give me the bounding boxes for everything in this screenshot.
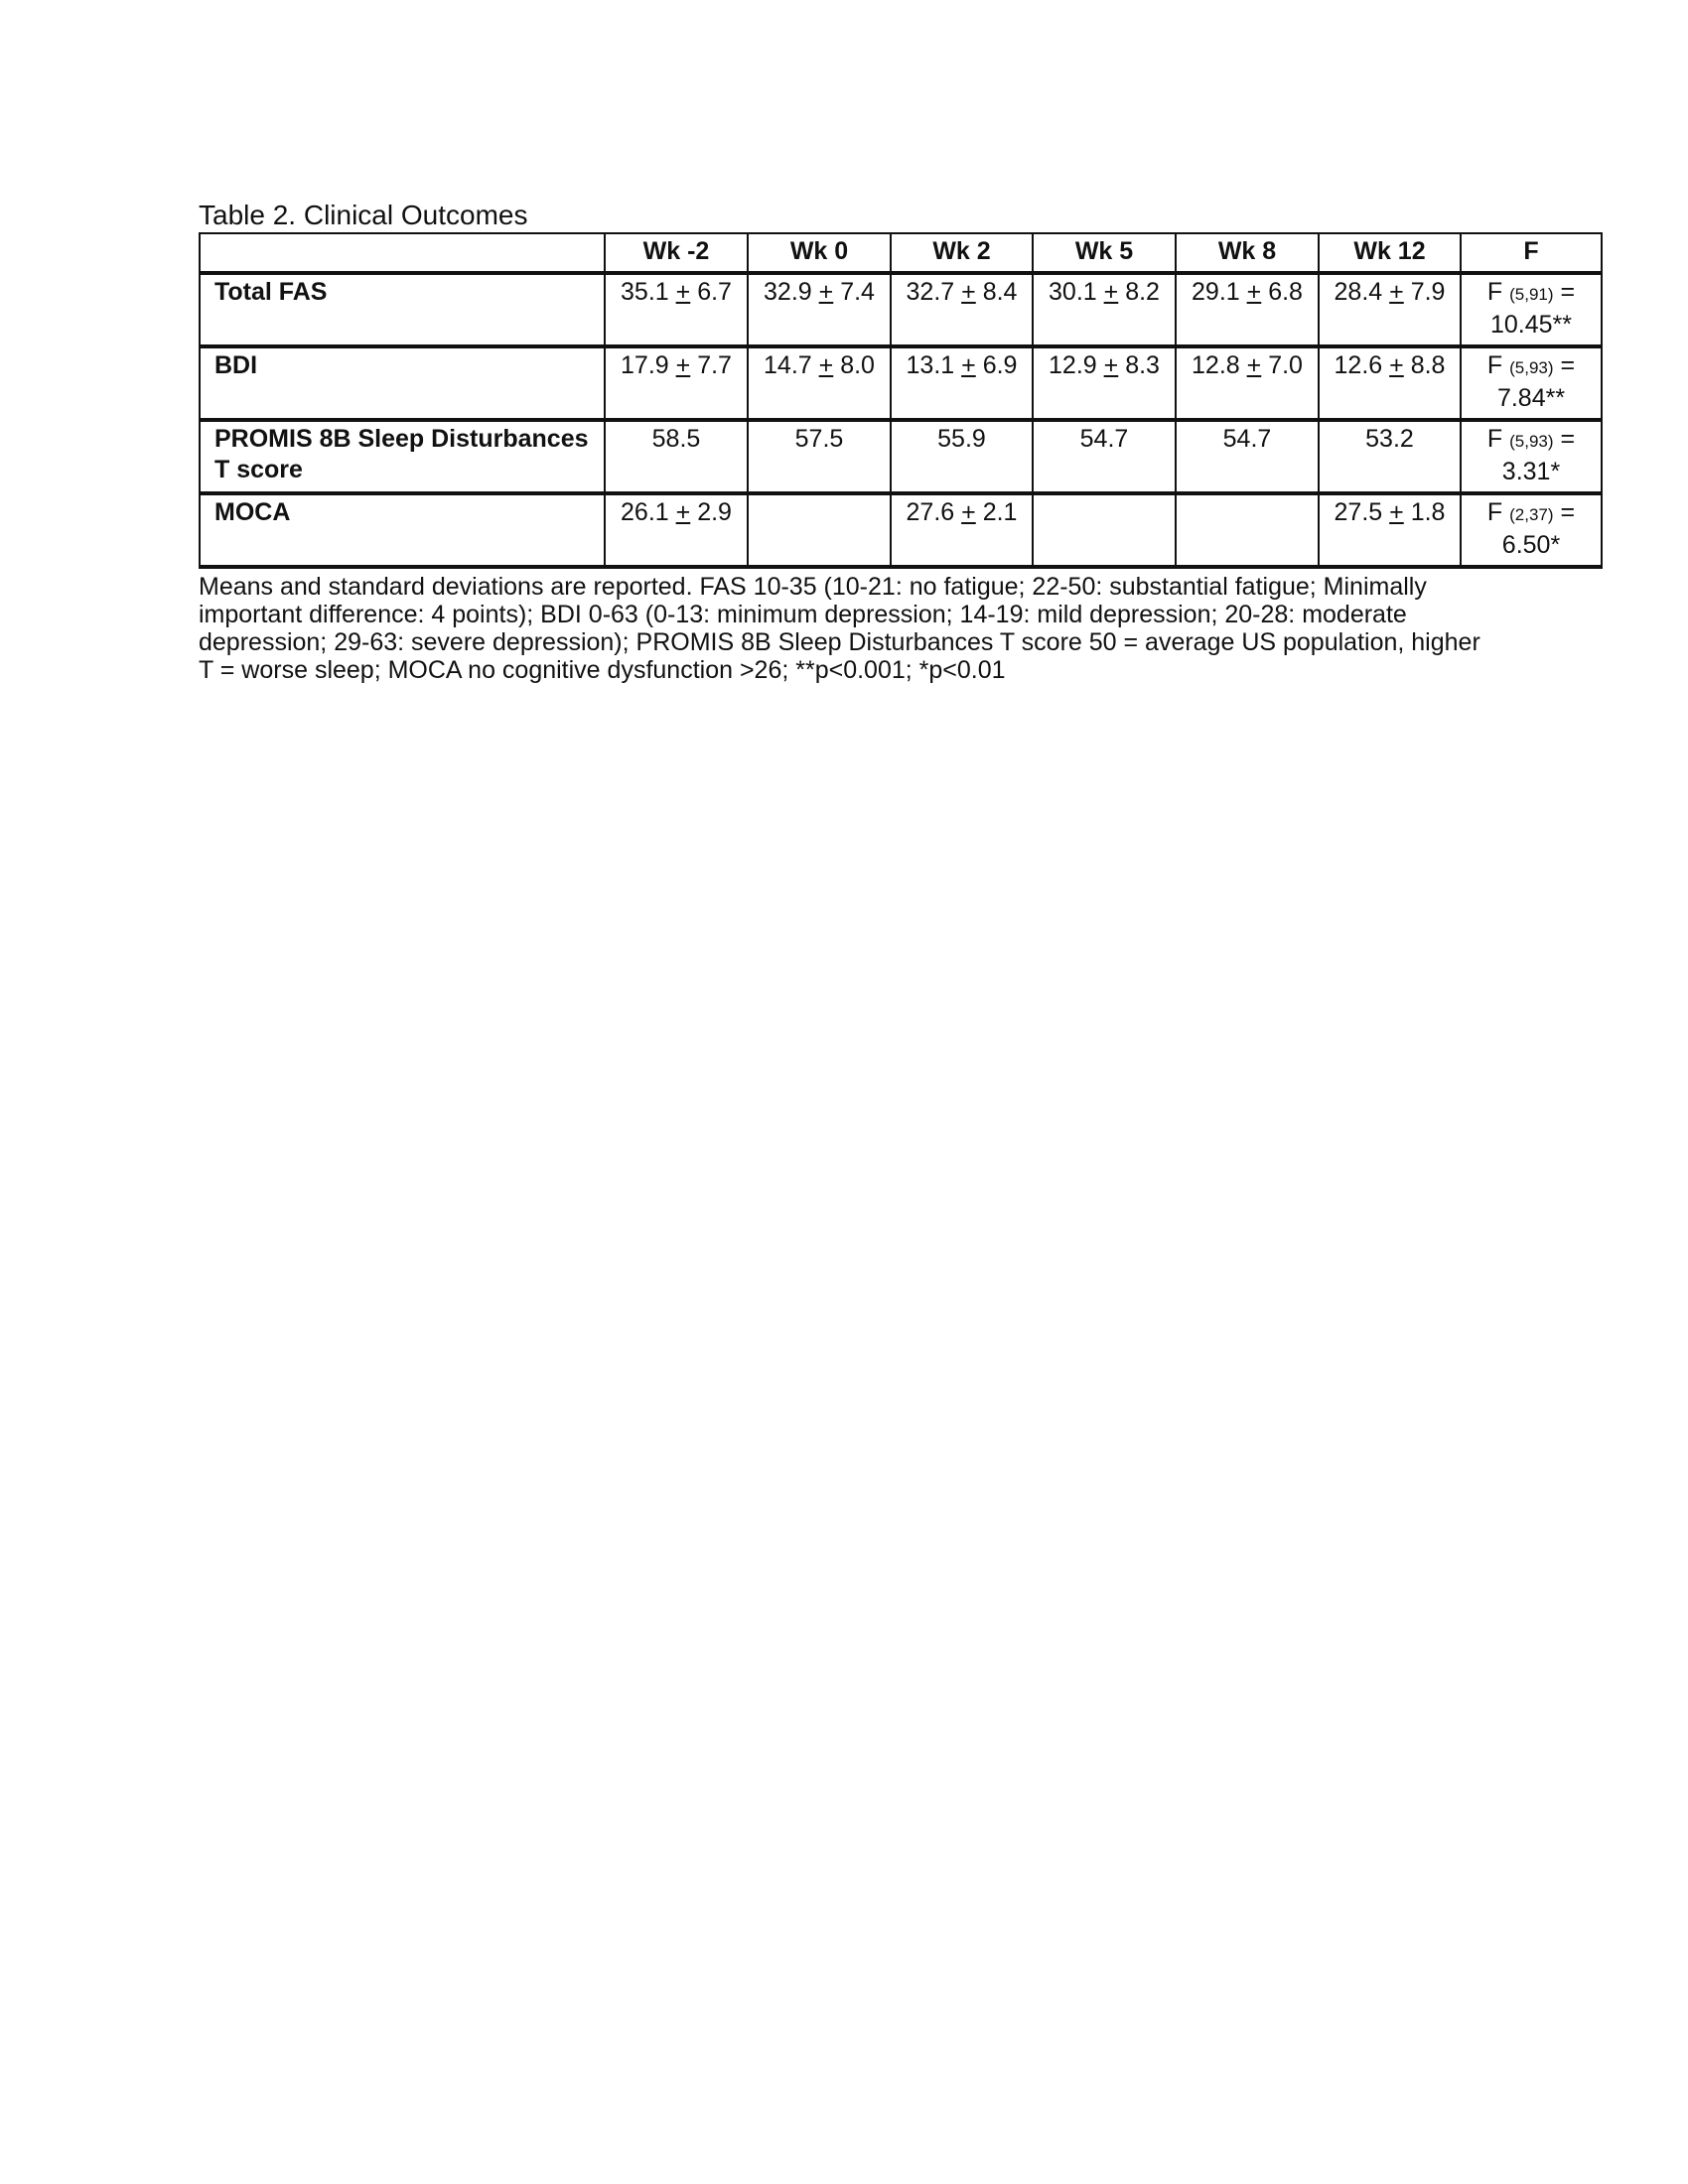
table-cell <box>605 273 748 346</box>
column-header: F <box>1461 233 1602 273</box>
cell-mean: 13.1 <box>906 351 955 379</box>
table-cell <box>891 493 1033 567</box>
f-degrees-of-freedom: (5,93) <box>1509 358 1554 377</box>
cell-mean: 12.8 <box>1192 351 1240 379</box>
plus-minus-sign: + <box>818 278 834 306</box>
table-cell <box>1033 346 1176 420</box>
f-value: 7.84** <box>1496 384 1566 412</box>
cell-mean: 32.9 <box>764 278 812 306</box>
table-cell <box>1033 273 1176 346</box>
clinical-outcomes-table <box>199 232 1603 569</box>
cell-mean: 12.9 <box>1049 351 1097 379</box>
plus-minus-sign: + <box>818 351 834 379</box>
f-statistic-cell <box>1461 346 1602 420</box>
f-equals: = <box>1560 351 1576 379</box>
f-value: 6.50* <box>1501 531 1561 559</box>
table-cell <box>891 346 1033 420</box>
table-cell <box>1319 273 1461 346</box>
f-equals: = <box>1560 498 1576 526</box>
column-header: Wk 5 <box>1033 233 1176 273</box>
f-prefix: F <box>1486 351 1503 379</box>
column-header: Wk 8 <box>1176 233 1319 273</box>
cell-mean: 57.5 <box>794 425 844 453</box>
table-cell <box>1176 273 1319 346</box>
table-cell <box>605 346 748 420</box>
document-page <box>199 199 1601 684</box>
cell-sd: 7.0 <box>1268 351 1303 379</box>
plus-minus-sign: + <box>961 498 976 526</box>
table-cell <box>1319 346 1461 420</box>
f-prefix: F <box>1486 278 1503 306</box>
table-body <box>200 273 1602 567</box>
table-cell <box>1176 493 1319 567</box>
table-cell <box>1176 346 1319 420</box>
cell-mean: 32.7 <box>906 278 955 306</box>
f-degrees-of-freedom: (5,93) <box>1509 432 1554 451</box>
f-value: 10.45** <box>1489 311 1573 339</box>
table-header-row <box>200 233 1602 273</box>
table-caption: Table 2. Clinical Outcomes <box>199 200 528 230</box>
cell-sd: 6.8 <box>1268 278 1303 306</box>
plus-minus-sign: + <box>1103 351 1119 379</box>
table-cell <box>748 346 891 420</box>
f-degrees-of-freedom: (2,37) <box>1509 505 1554 524</box>
cell-mean: 55.9 <box>937 425 986 453</box>
cell-sd: 8.3 <box>1125 351 1160 379</box>
table-row <box>200 493 1602 567</box>
table-cell <box>605 420 748 493</box>
cell-mean: 53.2 <box>1365 425 1414 453</box>
plus-minus-sign: + <box>961 278 976 306</box>
cell-mean: 35.1 <box>621 278 669 306</box>
f-degrees-of-freedom: (5,91) <box>1509 285 1554 304</box>
f-equals: = <box>1560 278 1576 306</box>
plus-minus-sign: + <box>1389 278 1404 306</box>
cell-mean: 28.4 <box>1334 278 1383 306</box>
table-cell <box>1319 420 1461 493</box>
table-footnote: Means and standard deviations are reported. FAS 10-35 (10-21: no fatigue; 22-50: substantial fatigue; Minimally important difference: 4 points); BDI 0-63 (0-13: minimum depression; 14-19: mild depression; 20-28: moderate depression; 29-63: severe depression); PROMIS 8B Sleep Disturbances T score 50 = average US population, higher T = worse sleep; MOCA no cognitive dysfunction >26; **p<0.001; *p<0.01 <box>199 573 1480 684</box>
table-row <box>200 420 1602 493</box>
cell-sd: 7.7 <box>697 351 732 379</box>
column-header: Wk 12 <box>1319 233 1461 273</box>
table-row <box>200 346 1602 420</box>
cell-sd: 8.8 <box>1410 351 1446 379</box>
plus-minus-sign: + <box>961 351 976 379</box>
f-statistic-cell <box>1461 420 1602 493</box>
cell-sd: 1.8 <box>1410 498 1446 526</box>
column-header: Wk -2 <box>605 233 748 273</box>
cell-sd: 2.1 <box>982 498 1018 526</box>
row-label: MOCA <box>200 493 605 567</box>
table-cell <box>1033 493 1176 567</box>
plus-minus-sign: + <box>1246 278 1262 306</box>
table-cell <box>748 420 891 493</box>
cell-mean: 26.1 <box>621 498 669 526</box>
cell-mean: 27.6 <box>906 498 955 526</box>
table-row <box>200 273 1602 346</box>
column-header: Wk 2 <box>891 233 1033 273</box>
cell-mean: 29.1 <box>1192 278 1240 306</box>
cell-mean: 30.1 <box>1049 278 1097 306</box>
table-cell <box>748 273 891 346</box>
table-cell <box>1319 493 1461 567</box>
plus-minus-sign: + <box>675 351 691 379</box>
plus-minus-sign: + <box>675 278 691 306</box>
row-label: BDI <box>200 346 605 420</box>
cell-sd: 6.9 <box>982 351 1018 379</box>
cell-sd: 7.9 <box>1410 278 1446 306</box>
table-cell <box>748 493 891 567</box>
cell-mean: 54.7 <box>1222 425 1272 453</box>
cell-mean: 14.7 <box>764 351 812 379</box>
table-cell <box>1033 420 1176 493</box>
f-statistic-cell <box>1461 493 1602 567</box>
table-cell <box>891 420 1033 493</box>
f-statistic-cell <box>1461 273 1602 346</box>
f-prefix: F <box>1486 498 1503 526</box>
cell-mean: 12.6 <box>1334 351 1383 379</box>
f-prefix: F <box>1486 425 1503 453</box>
table-cell <box>891 273 1033 346</box>
cell-sd: 7.4 <box>840 278 875 306</box>
plus-minus-sign: + <box>675 498 691 526</box>
plus-minus-sign: + <box>1389 351 1404 379</box>
cell-sd: 8.2 <box>1125 278 1160 306</box>
plus-minus-sign: + <box>1103 278 1119 306</box>
row-label: Total FAS <box>200 273 605 346</box>
plus-minus-sign: + <box>1389 498 1404 526</box>
row-label: PROMIS 8B Sleep Disturbances T score <box>200 420 605 493</box>
cell-mean: 58.5 <box>651 425 701 453</box>
f-value: 3.31* <box>1501 458 1561 485</box>
header-corner <box>200 233 605 273</box>
column-header: Wk 0 <box>748 233 891 273</box>
cell-sd: 8.4 <box>982 278 1018 306</box>
cell-mean: 54.7 <box>1079 425 1129 453</box>
cell-mean: 27.5 <box>1334 498 1383 526</box>
plus-minus-sign: + <box>1246 351 1262 379</box>
cell-sd: 8.0 <box>840 351 875 379</box>
f-equals: = <box>1560 425 1576 453</box>
cell-mean: 17.9 <box>621 351 669 379</box>
table-cell <box>605 493 748 567</box>
table-cell <box>1176 420 1319 493</box>
cell-sd: 6.7 <box>697 278 732 306</box>
cell-sd: 2.9 <box>697 498 732 526</box>
